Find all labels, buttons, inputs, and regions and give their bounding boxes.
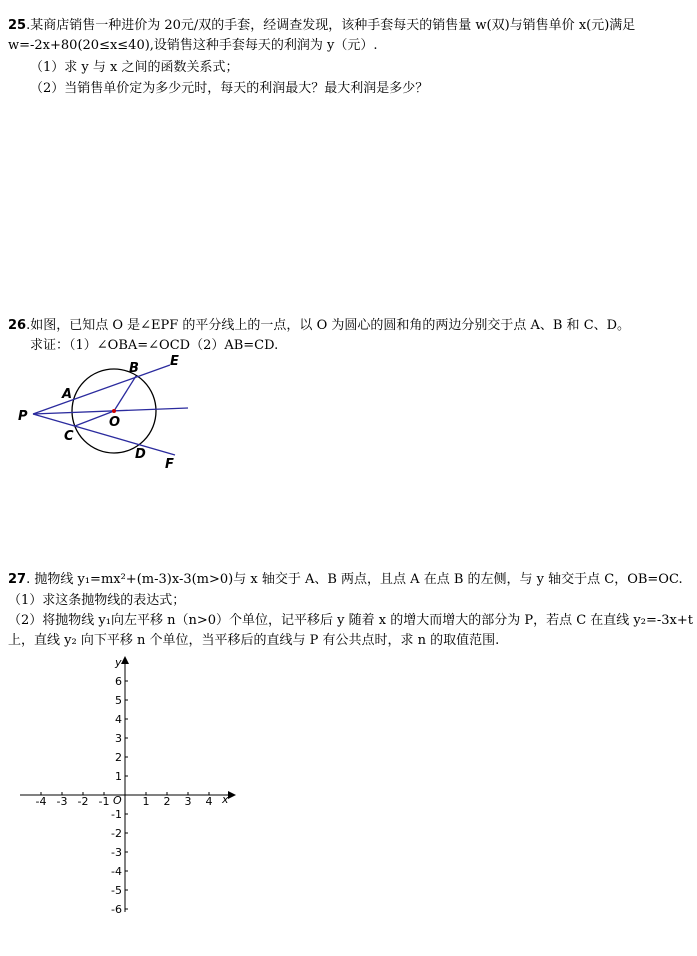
y-tick-label: -1 — [111, 808, 122, 821]
x-tick-label: 3 — [184, 795, 192, 808]
q27-number: 27 — [8, 572, 27, 587]
y-tick-label: 1 — [115, 770, 122, 783]
q25-number: 25 — [8, 18, 27, 33]
label-o: O — [109, 415, 121, 430]
label-b: B — [129, 361, 139, 376]
label-f: F — [165, 457, 174, 472]
origin-label: O — [113, 794, 122, 807]
x-tick-label: 1 — [142, 795, 150, 808]
q25-part1: （1）求 y 与 x 之间的函数关系式； — [30, 60, 239, 75]
label-d: D — [135, 447, 146, 462]
bisector-line — [33, 408, 188, 414]
y-tick-label: 2 — [115, 751, 122, 764]
x-tick-label: -3 — [56, 795, 68, 808]
y-tick-label: 6 — [115, 675, 122, 688]
y-tick-label: -2 — [111, 827, 122, 840]
y-tick-label: -3 — [111, 846, 122, 859]
coordinate-axes — [15, 650, 240, 920]
label-a: A — [62, 387, 73, 402]
x-tick-label: -1 — [98, 795, 110, 808]
x-tick-label: 2 — [163, 795, 171, 808]
y-axis-arrow — [121, 656, 129, 664]
q27-part1: （1）求这条抛物线的表达式； — [8, 593, 186, 608]
label-c: C — [64, 429, 74, 444]
label-p: P — [18, 409, 28, 424]
center-point-o — [112, 409, 116, 413]
x-tick-label: -4 — [35, 795, 47, 808]
q27-part2-line2: 上，直线 y₂ 向下平移 n 个单位，当平移后的直线与 P 有公共点时，求 n 的取值范围. — [8, 633, 500, 648]
y-tick-label: 3 — [115, 732, 122, 745]
q26-line2: 求证：（1）∠OBA=∠OCD（2）AB=CD. — [30, 338, 279, 353]
y-tick-label: -4 — [111, 865, 122, 878]
y-tick-label: 4 — [115, 713, 122, 726]
q25-line2: w=-2x+80(20≤x≤40),设销售这种手套每天的利润为 y（元）. — [8, 38, 378, 53]
q25-text-1: .某商店销售一种进价为 20元/双的手套，经调查发现，该种手套每天的销售量 w(双)与销售单价 x(元)满足 — [26, 18, 636, 33]
q27-part2-line1: （2）将抛物线 y₁向左平移 n（n>0）个单位，记平移后 y 随着 x 的增大而增大的部分为 P，若点 C 在直线 y₂=-3x+t — [8, 613, 693, 628]
y-tick-label: -5 — [111, 884, 122, 897]
x-tick-label: 4 — [205, 795, 213, 808]
y-axis-label: y — [115, 656, 122, 669]
q26-number: 26 — [8, 318, 27, 333]
x-tick-label: -2 — [77, 795, 89, 808]
label-e: E — [170, 354, 179, 369]
x-axis-label: x — [222, 793, 229, 806]
q27-line1 — [8, 572, 683, 588]
q25-part2: （2）当销售单价定为多少元时，每天的利润最大？最大利润是多少？ — [30, 81, 429, 96]
q25-line1 — [8, 18, 635, 34]
q26-text-1: .如图，已知点 O 是∠EPF 的平分线上的一点，以 O 为圆心的圆和角的两边分别交于点 A、B 和 C、D。 — [26, 318, 631, 333]
y-tick-label: 5 — [115, 694, 122, 707]
circle-angle-figure — [10, 352, 200, 472]
y-tick-label: -6 — [111, 903, 122, 916]
q27-text-1: . 抛物线 y₁=mx²+(m-3)x-3(m>0)与 x 轴交于 A、B 两点，且点 A 在点 B 的左侧，与 y 轴交于点 C，OB=OC. — [26, 572, 683, 587]
ray-pf — [33, 414, 175, 455]
q26-line1 — [8, 318, 630, 334]
x-axis-arrow — [228, 791, 236, 799]
